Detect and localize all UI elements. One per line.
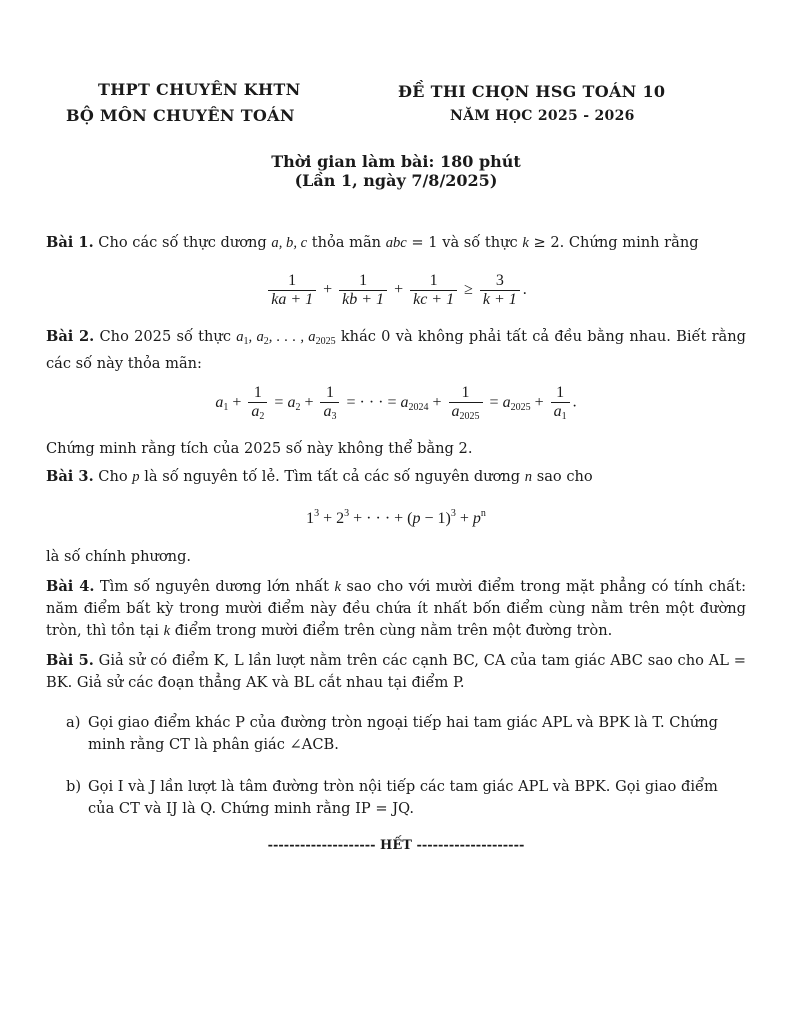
problem-3-conclusion: là số chính phương.: [46, 548, 192, 565]
problem-5-label: Bài 5.: [46, 652, 94, 669]
problem-1-text-c: = 1 và số thực: [406, 234, 523, 251]
problem-2-text-b: khác 0 và không phải tất cả đều bằng nhau. Biết rằng các số này thỏa mãn:: [46, 328, 746, 372]
problem-5-part-a: [66, 712, 746, 756]
problem-5-part-b: [66, 776, 746, 820]
problem-4-text-c: điểm trong mười điểm trên cùng nằm trên một đường tròn.: [170, 622, 613, 639]
school-year: NĂM HỌC 2025 - 2026: [450, 108, 635, 124]
part-b-text: Gọi I và J lần lượt là tâm đường tròn nội tiếp các tam giác APL và BPK. Gọi giao điểm của CT và IJ là Q. Chứng minh rằng IP = JQ.: [88, 778, 718, 817]
problem-3-formula: $1^3 + 2^3$ + · · · + $(p - 1)^3 + p^n$: [306, 508, 486, 527]
problem-1-formula: $\frac{1}{ka + 1}$ + $\frac{1}{kb + 1}$ + $\frac{1}{kc + 1}$ ≥ $\frac{3}{k + 1}$ .: [0, 272, 792, 309]
problem-1-vars: a, b, c: [271, 235, 308, 251]
problem-1-text: Cho các số thực dương: [98, 234, 272, 251]
exam-title: ĐỀ THI CHỌN HSG TOÁN 10: [398, 82, 666, 101]
part-a-label: a): [66, 714, 81, 731]
problem-2-text: Cho 2025 số thực: [99, 328, 237, 345]
problem-1-k: k: [522, 235, 529, 251]
part-a-text: Gọi giao điểm khác P của đường tròn ngoại tiếp hai tam giác APL và BPK là T. Chứng minh rằng CT là phân giác ∠ACB.: [88, 714, 718, 753]
problem-2-conclusion: Chứng minh rằng tích của 2025 số này không thể bằng 2.: [46, 440, 473, 457]
problem-2-sequence: $a_1$, $a_2$, . . . , $a_{2025}$: [236, 329, 336, 347]
problem-5: [46, 650, 746, 694]
exam-session: (Lần 1, ngày 7/8/2025): [294, 171, 498, 190]
problem-3-p: p: [132, 469, 140, 485]
problem-4-text-b: sao cho với mười điểm trong mặt phẳng có tính chất: năm điểm bất kỳ trong mười điểm này đều chứa ít nhất bốn điểm cùng nằm trên một đường tròn, thì tồn tại: [46, 578, 747, 639]
department-name: BỘ MÔN CHUYÊN TOÁN: [66, 106, 295, 125]
problem-5-text: Giả sử có điểm K, L lần lượt nằm trên các cạnh BC, CA của tam giác ABC sao cho AL = BK. Giả sử các đoạn thẳng AK và BL cắt nhau tại điểm P.: [46, 652, 747, 691]
school-name: THPT CHUYÊN KHTN: [98, 80, 301, 99]
problem-3-label: Bài 3.: [46, 468, 94, 485]
problem-4-k-2: k: [163, 623, 171, 639]
problem-1: [46, 232, 746, 254]
problem-3: [46, 466, 746, 488]
end-marker: -------------------- HẾT --------------------: [267, 838, 525, 853]
problem-2-formula: $a_1$ + $\frac{1}{a_2}$ = $a_2$ + $\frac{1}{a_3}$ = · · · = $a_{2024}$ + $\frac{1}{a_{2025}}$ = $a_{2025}$ + $\frac{1}{a_1}$ .: [215, 384, 577, 422]
problem-3-text-c: sao cho: [532, 468, 593, 485]
problem-4-label: Bài 4.: [46, 578, 95, 595]
problem-1-cond: abc: [385, 235, 407, 251]
problem-1-label: Bài 1.: [46, 234, 94, 251]
problem-1-text-b: thỏa mãn: [307, 234, 386, 251]
exam-duration: Thời gian làm bài: 180 phút: [271, 152, 521, 171]
problem-4-text: Tìm số nguyên dương lớn nhất: [99, 578, 335, 595]
problem-3-text: Cho: [98, 468, 133, 485]
problem-4-k: k: [334, 579, 341, 595]
problem-4: [46, 576, 746, 642]
problem-1-text-d: ≥ 2. Chứng minh rằng: [528, 234, 699, 251]
part-b-label: b): [66, 778, 82, 795]
problem-3-n: n: [524, 469, 533, 485]
problem-2: [46, 326, 746, 375]
problem-3-text-b: là số nguyên tố lẻ. Tìm tất cả các số nguyên dương: [139, 468, 525, 485]
problem-2-label: Bài 2.: [46, 328, 95, 345]
